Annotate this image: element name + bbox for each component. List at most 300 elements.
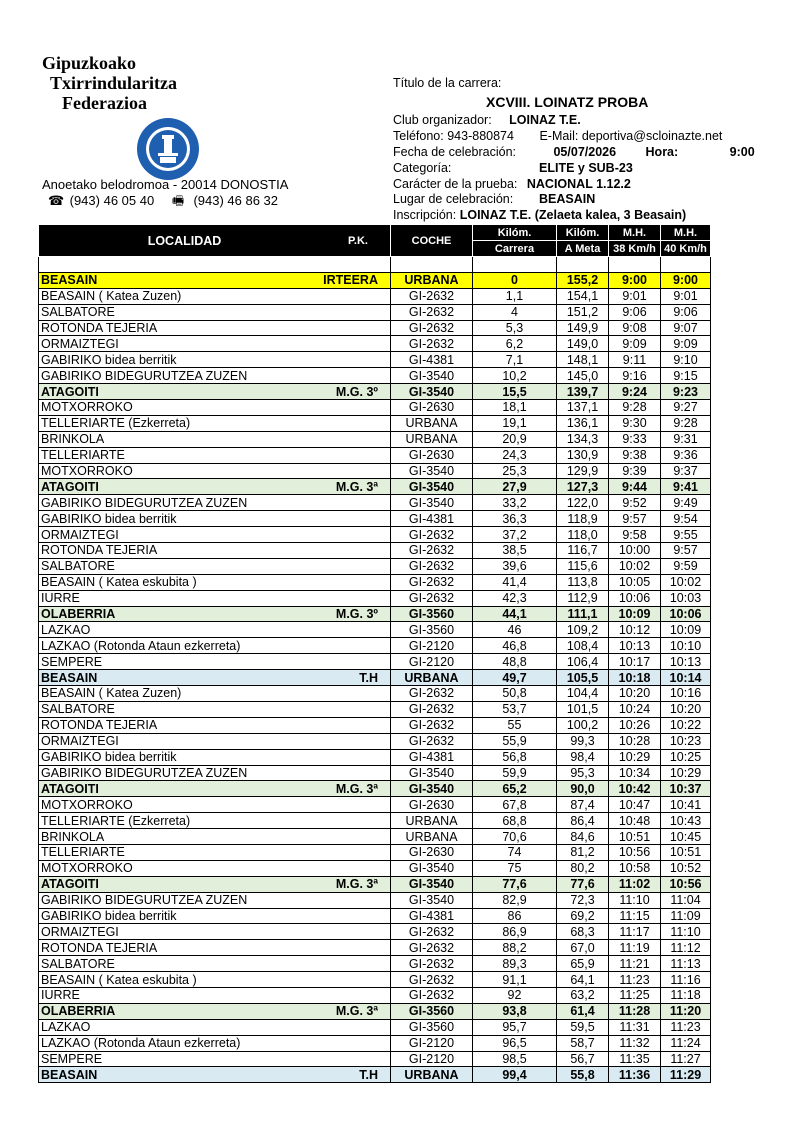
localidad-note [378,925,388,939]
place-row [393,192,596,207]
localidad-cell [39,765,391,781]
km-meta-cell: 69,2 [557,908,609,924]
coche-cell: GI-2632 [391,527,473,543]
coche-cell: GI-3540 [391,892,473,908]
time-38-cell: 9:16 [609,368,661,384]
km-meta-cell: 63,2 [557,987,609,1003]
km-carrera-cell: 46,8 [473,638,557,654]
time-40-cell: 11:09 [661,908,711,924]
km-meta-cell: 105,5 [557,670,609,686]
route-row [39,400,761,416]
route-row [39,574,761,590]
localidad-cell [39,1067,391,1083]
character-row [393,177,631,192]
localidad-name: BRINKOLA [41,829,105,844]
km-carrera-cell: 68,8 [473,813,557,829]
coche-cell: GI-2120 [391,1051,473,1067]
telephone-icon: ☎ [48,193,65,208]
localidad-cell [39,1035,391,1051]
time-40-cell: 10:20 [661,701,711,717]
localidad-note [378,893,388,907]
km-meta-cell: 80,2 [557,860,609,876]
localidad-name: BEASAIN [41,1067,98,1082]
header-speed-38: 38 Km/h [609,241,661,257]
localidad-name: GABIRIKO bidea berritik [41,750,177,765]
coche-cell: GI-2632 [391,924,473,940]
coche-cell: GI-4381 [391,749,473,765]
time-38-cell: 10:58 [609,860,661,876]
coche-cell: GI-3540 [391,384,473,400]
time-40-cell: 11:12 [661,940,711,956]
header-localidad: LOCALIDAD P.K. [39,225,391,257]
km-carrera-cell: 27,9 [473,479,557,495]
km-meta-cell: 136,1 [557,415,609,431]
coche-cell: GI-3560 [391,1019,473,1035]
localidad-note [378,496,388,510]
localidad-cell [39,781,391,797]
time-40-cell: 10:02 [661,574,711,590]
time-38-cell: 10:34 [609,765,661,781]
coche-cell: GI-3560 [391,606,473,622]
localidad-note [378,718,388,732]
km-carrera-cell: 20,9 [473,431,557,447]
localidad-name: ATAGOITI [41,877,99,892]
coche-cell: GI-2632 [391,543,473,559]
date-row [393,145,755,160]
localidad-cell [39,272,391,288]
coche-cell: GI-2630 [391,797,473,813]
inscription-label: Inscripción: [393,208,457,222]
route-row [39,829,761,845]
localidad-cell [39,987,391,1003]
km-meta-cell: 65,9 [557,956,609,972]
time-38-cell: 9:08 [609,320,661,336]
km-meta-cell: 137,1 [557,400,609,416]
km-meta-cell: 127,3 [557,479,609,495]
km-meta-cell: 108,4 [557,638,609,654]
coche-cell: GI-2632 [391,574,473,590]
race-phone-label: Teléfono: [393,129,444,143]
route-row [39,622,761,638]
km-carrera-cell: 24,3 [473,447,557,463]
coche-cell: GI-3540 [391,495,473,511]
km-carrera-cell: 49,7 [473,670,557,686]
time-40-cell: 9:00 [661,272,711,288]
km-carrera-cell: 65,2 [473,781,557,797]
coche-cell: URBANA [391,829,473,845]
coche-cell: GI-2632 [391,558,473,574]
localidad-cell [39,829,391,845]
time-38-cell: 10:24 [609,701,661,717]
coche-cell: URBANA [391,670,473,686]
category-label: Categoría: [393,161,452,175]
km-carrera-cell: 74 [473,844,557,860]
time-38-cell: 9:33 [609,431,661,447]
club-value: LOINAZ T.E. [509,113,581,127]
km-carrera-cell: 36,3 [473,511,557,527]
km-meta-cell: 154,1 [557,288,609,304]
localidad-cell [39,320,391,336]
km-carrera-cell: 77,6 [473,876,557,892]
localidad-note [378,814,388,828]
km-carrera-cell: 99,4 [473,1067,557,1083]
route-row [39,384,761,400]
time-40-cell: 9:28 [661,415,711,431]
localidad-note [378,639,388,653]
hour-label: Hora: [645,145,679,159]
time-40-cell: 10:10 [661,638,711,654]
time-40-cell: 11:10 [661,924,711,940]
localidad-note [378,1052,388,1066]
time-40-cell: 11:18 [661,987,711,1003]
km-carrera-cell: 38,5 [473,543,557,559]
club-row [393,113,581,128]
localidad-cell [39,527,391,543]
localidad-cell [39,670,391,686]
route-row [39,638,761,654]
coche-cell: GI-2120 [391,654,473,670]
localidad-name: OLABERRIA [41,1004,116,1019]
localidad-name: GABIRIKO BIDEGURUTZEA ZUZEN [41,765,248,780]
km-carrera-cell: 44,1 [473,606,557,622]
time-40-cell: 9:15 [661,368,711,384]
time-38-cell: 9:52 [609,495,661,511]
localidad-name: SALBATORE [41,559,115,574]
localidad-name: BEASAIN ( Katea Zuzen) [41,289,182,304]
time-40-cell: 9:31 [661,431,711,447]
km-carrera-cell: 48,8 [473,654,557,670]
route-row [39,304,761,320]
km-meta-cell: 134,3 [557,431,609,447]
localidad-cell [39,622,391,638]
km-carrera-cell: 25,3 [473,463,557,479]
km-meta-cell: 139,7 [557,384,609,400]
coche-cell: GI-2632 [391,590,473,606]
coche-cell: URBANA [391,431,473,447]
km-meta-cell: 122,0 [557,495,609,511]
coche-cell: GI-2120 [391,1035,473,1051]
localidad-cell [39,892,391,908]
localidad-name: LAZKAO (Rotonda Ataun ezkerreta) [41,638,241,653]
route-row [39,717,761,733]
localidad-cell [39,606,391,622]
route-row [39,288,761,304]
route-row [39,1067,761,1083]
localidad-name: LAZKAO (Rotonda Ataun ezkerreta) [41,1036,241,1051]
route-row [39,352,761,368]
km-meta-cell: 109,2 [557,622,609,638]
localidad-note [378,591,388,605]
km-carrera-cell: 92 [473,987,557,1003]
km-meta-cell: 64,1 [557,972,609,988]
localidad-note: M.G. 3º [335,384,378,399]
km-carrera-cell: 50,8 [473,686,557,702]
time-40-cell: 10:22 [661,717,711,733]
localidad-note [378,416,388,430]
route-row [39,320,761,336]
coche-cell: GI-3560 [391,622,473,638]
localidad-name: ORMAIZTEGI [41,336,119,351]
time-40-cell: 11:20 [661,1003,711,1019]
km-meta-cell: 118,9 [557,511,609,527]
club-label: Club organizador: [393,113,492,127]
localidad-name: BEASAIN ( Katea Zuzen) [41,686,182,701]
localidad-note [378,432,388,446]
federation-name-line1: Gipuzkoako [42,53,137,73]
localidad-note [378,623,388,637]
km-meta-cell: 113,8 [557,574,609,590]
coche-cell: GI-2630 [391,844,473,860]
route-row [39,479,761,495]
route-row [39,876,761,892]
localidad-note: M.G. 3ª [335,877,378,892]
localidad-name: IURRE [41,988,80,1003]
time-38-cell: 9:06 [609,304,661,320]
localidad-cell [39,543,391,559]
km-meta-cell: 81,2 [557,844,609,860]
km-carrera-cell: 33,2 [473,495,557,511]
localidad-note [378,1020,388,1034]
time-38-cell: 10:56 [609,844,661,860]
km-meta-cell: 59,5 [557,1019,609,1035]
time-40-cell: 10:37 [661,781,711,797]
km-carrera-cell: 86 [473,908,557,924]
localidad-name: ATAGOITI [41,479,99,494]
time-40-cell: 11:04 [661,892,711,908]
time-38-cell: 10:42 [609,781,661,797]
time-38-cell: 10:18 [609,670,661,686]
time-40-cell: 9:54 [661,511,711,527]
time-40-cell: 10:03 [661,590,711,606]
coche-cell: URBANA [391,415,473,431]
localidad-note [378,973,388,987]
localidad-note [378,353,388,367]
localidad-name: TELLERIARTE (Ezkerreta) [41,416,191,431]
time-40-cell: 9:41 [661,479,711,495]
km-carrera-cell: 42,3 [473,590,557,606]
time-38-cell: 11:31 [609,1019,661,1035]
time-40-cell: 9:36 [661,447,711,463]
localidad-cell [39,447,391,463]
km-carrera-cell: 18,1 [473,400,557,416]
localidad-name: SALBATORE [41,702,115,717]
route-row [39,543,761,559]
time-40-cell: 10:29 [661,765,711,781]
localidad-cell [39,701,391,717]
localidad-cell [39,431,391,447]
header-speed-40: 40 Km/h [661,241,711,257]
time-38-cell: 10:26 [609,717,661,733]
localidad-cell [39,511,391,527]
route-table-body [39,257,761,1083]
km-carrera-cell: 6,2 [473,336,557,352]
route-row [39,590,761,606]
race-title: XCVIII. LOINATZ PROBA [486,94,649,110]
inscription-row [393,208,686,223]
km-meta-cell: 55,8 [557,1067,609,1083]
localidad-note: M.G. 3ª [335,479,378,494]
route-row [39,336,761,352]
coche-cell: GI-2630 [391,447,473,463]
inscription-value: LOINAZ T.E. (Zelaeta kalea, 3 Beasain) [459,208,687,222]
route-row [39,686,761,702]
time-38-cell: 10:47 [609,797,661,813]
km-carrera-cell: 86,9 [473,924,557,940]
km-carrera-cell: 10,2 [473,368,557,384]
km-carrera-cell: 39,6 [473,558,557,574]
localidad-name: ATAGOITI [41,781,99,796]
km-carrera-cell: 55 [473,717,557,733]
localidad-cell [39,940,391,956]
km-carrera-cell: 37,2 [473,527,557,543]
coche-cell: GI-3540 [391,368,473,384]
localidad-cell [39,368,391,384]
localidad-cell [39,686,391,702]
localidad-cell [39,717,391,733]
km-meta-cell: 98,4 [557,749,609,765]
localidad-note [378,702,388,716]
time-38-cell: 9:58 [609,527,661,543]
time-38-cell: 10:17 [609,654,661,670]
time-38-cell: 9:44 [609,479,661,495]
localidad-note [378,543,388,557]
time-38-cell: 9:30 [609,415,661,431]
time-40-cell: 10:09 [661,622,711,638]
coche-cell: GI-2632 [391,701,473,717]
km-meta-cell: 111,1 [557,606,609,622]
federation-logo [136,117,200,181]
localidad-name: MOTXORROKO [41,861,133,876]
km-carrera-cell: 95,7 [473,1019,557,1035]
route-row [39,844,761,860]
email-label: E-Mail: [539,129,579,143]
localidad-note [378,575,388,589]
route-row [39,797,761,813]
localidad-cell [39,304,391,320]
route-row [39,924,761,940]
localidad-name: ORMAIZTEGI [41,527,119,542]
coche-cell: URBANA [391,272,473,288]
localidad-name: ATAGOITI [41,384,99,399]
coche-cell: GI-2632 [391,288,473,304]
localidad-note: M.G. 3ª [335,1004,378,1019]
km-carrera-cell: 89,3 [473,956,557,972]
route-row [39,654,761,670]
km-meta-cell: 149,9 [557,320,609,336]
federation-contact [48,192,278,214]
time-40-cell: 11:16 [661,972,711,988]
coche-cell: GI-2632 [391,717,473,733]
km-carrera-cell: 70,6 [473,829,557,845]
localidad-cell [39,876,391,892]
time-38-cell: 11:32 [609,1035,661,1051]
date-label: Fecha de celebración: [393,145,516,159]
time-40-cell: 10:06 [661,606,711,622]
km-meta-cell: 118,0 [557,527,609,543]
localidad-cell [39,956,391,972]
km-meta-cell: 56,7 [557,1051,609,1067]
localidad-name: TELLERIARTE [41,845,125,860]
localidad-cell [39,733,391,749]
km-meta-cell: 86,4 [557,813,609,829]
localidad-name: TELLERIARTE (Ezkerreta) [41,813,191,828]
route-row [39,1019,761,1035]
coche-cell: GI-2632 [391,987,473,1003]
localidad-note [378,321,388,335]
localidad-name: BEASAIN [41,670,98,685]
time-40-cell: 10:16 [661,686,711,702]
time-40-cell: 11:23 [661,1019,711,1035]
coche-cell: GI-2632 [391,940,473,956]
localidad-note: M.G. 3º [335,607,378,622]
localidad-name: GABIRIKO bidea berritik [41,352,177,367]
km-carrera-cell: 4 [473,304,557,320]
header-kilom-meta: Kilóm. [557,225,609,241]
route-row [39,606,761,622]
time-38-cell: 11:23 [609,972,661,988]
time-38-cell: 10:00 [609,543,661,559]
localidad-name: SEMPERE [41,654,103,669]
localidad-note [378,528,388,542]
coche-cell: GI-3540 [391,479,473,495]
time-38-cell: 10:02 [609,558,661,574]
coche-cell: GI-2120 [391,638,473,654]
time-38-cell: 11:02 [609,876,661,892]
localidad-cell [39,415,391,431]
coche-cell: GI-3540 [391,765,473,781]
localidad-note: M.G. 3ª [335,781,378,796]
category-value: ELITE y SUB-23 [539,161,633,175]
time-38-cell: 11:19 [609,940,661,956]
localidad-note [378,559,388,573]
time-38-cell: 9:09 [609,336,661,352]
time-40-cell: 9:23 [661,384,711,400]
km-meta-cell: 72,3 [557,892,609,908]
time-38-cell: 10:48 [609,813,661,829]
time-40-cell: 9:57 [661,543,711,559]
route-row [39,956,761,972]
km-carrera-cell: 59,9 [473,765,557,781]
coche-cell: GI-2632 [391,956,473,972]
km-meta-cell: 151,2 [557,304,609,320]
km-meta-cell: 67,0 [557,940,609,956]
localidad-note: T.H [359,1067,378,1082]
km-carrera-cell: 67,8 [473,797,557,813]
time-40-cell: 11:13 [661,956,711,972]
federation-name-line2: Txirrindularitza [50,73,177,93]
localidad-cell [39,495,391,511]
route-row [39,415,761,431]
localidad-name: ROTONDA TEJERIA [41,321,158,335]
coche-cell: GI-3540 [391,463,473,479]
localidad-name: SEMPERE [41,1051,103,1066]
time-40-cell: 9:09 [661,336,711,352]
localidad-cell [39,924,391,940]
localidad-note [378,337,388,351]
coche-cell: GI-3540 [391,860,473,876]
localidad-name: BEASAIN ( Katea eskubita ) [41,972,197,987]
time-40-cell: 9:07 [661,320,711,336]
character-value: NACIONAL 1.12.2 [526,177,631,191]
localidad-note [378,909,388,923]
localidad-cell [39,336,391,352]
time-40-cell: 9:49 [661,495,711,511]
localidad-note [378,464,388,478]
time-38-cell: 10:05 [609,574,661,590]
route-row [39,701,761,717]
header-mh-38: M.H. [609,225,661,241]
route-row [39,1051,761,1067]
